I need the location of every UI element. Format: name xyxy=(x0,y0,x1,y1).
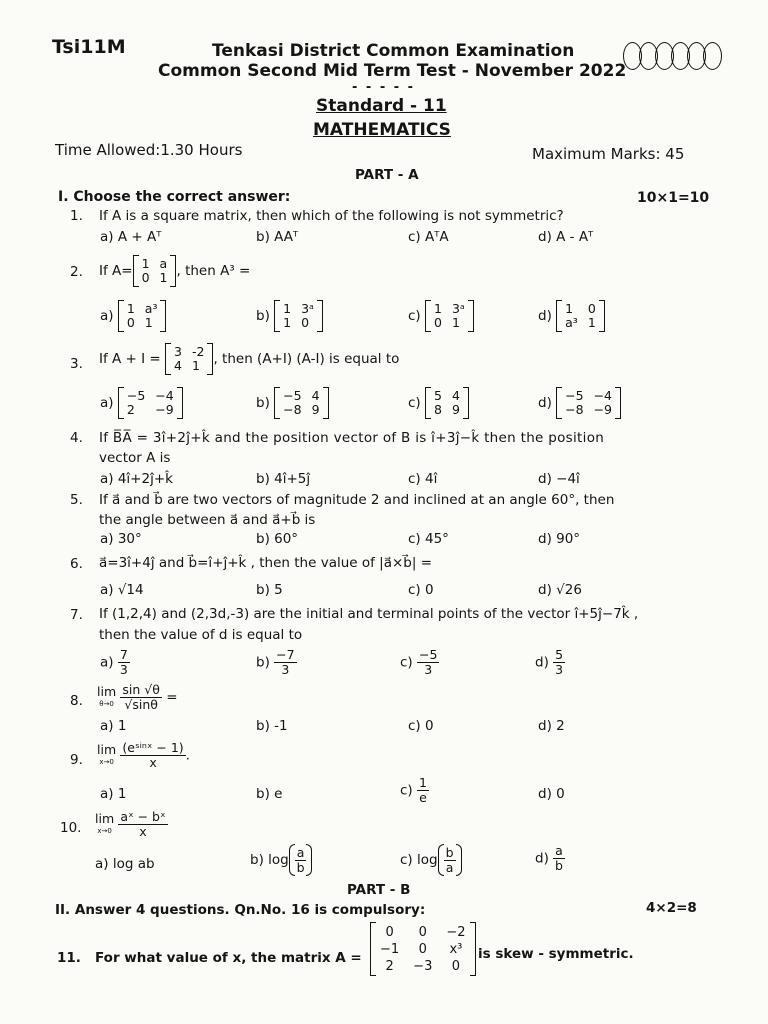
question-limit: lim x→0 $\frac{\text{(eˢⁱⁿˣ − 1)}}{x}$ . xyxy=(97,740,190,770)
option-c: c) log $\frac{b}{a}$ xyxy=(400,844,462,876)
option-d: d) −4î xyxy=(538,471,580,487)
question-number: 9. xyxy=(70,752,83,768)
exam-title: Tenkasi District Common Examination xyxy=(212,41,575,61)
question-text: If A + I = 3 -2 4 1 , then (A+I) (A-I) is equal to xyxy=(99,344,400,373)
option-c: c) 4î xyxy=(408,471,438,487)
register-number-boxes xyxy=(626,42,722,70)
question-number: 1. xyxy=(70,208,83,224)
section-2-title: II. Answer 4 questions. Qn.No. 16 is compulsory: xyxy=(55,902,426,918)
option-c: c) 0 xyxy=(408,718,434,734)
option-a: a) 4î+2ĵ+k̂ xyxy=(100,471,173,487)
subject-label: MATHEMATICS xyxy=(313,120,451,140)
option-d: d) 0 xyxy=(538,786,565,802)
part-b-heading: PART - B xyxy=(347,882,411,898)
question-number: 5. xyxy=(70,492,83,508)
question-prefix: If A= xyxy=(99,263,133,279)
option-c: c) 45° xyxy=(408,531,449,547)
option-c: c) $\frac{1}{e}$ xyxy=(400,775,427,805)
question-text: a⃗=3î+4ĵ and b⃗=î+ĵ+k̂ , then the value of |a⃗×b⃗| = xyxy=(99,555,433,571)
option-a: a) 1 a³ 0 1 xyxy=(100,300,166,332)
question-text-cont: the angle between a⃗ and a⃗+b⃗ is xyxy=(99,512,316,528)
option-b: b) log $\frac{a}{b}$ xyxy=(250,844,312,876)
option-a: a) 1 xyxy=(100,786,127,802)
question-text: For what value of x, the matrix A = xyxy=(95,950,362,966)
paper-code: Tsi11M xyxy=(52,36,126,58)
option-a: a) 1 xyxy=(100,718,127,734)
matrix: 1 a 0 1 xyxy=(133,255,177,287)
option-b: b) 60° xyxy=(256,531,299,547)
time-allowed: Time Allowed:1.30 Hours xyxy=(55,141,243,159)
separator-dashes: - - - - - xyxy=(352,80,416,95)
question-text: If B̅A̅ = 3î+2ĵ+k̂ and the position vector of B is î+3ĵ−k̂ then the position xyxy=(99,430,605,446)
question-number: 11. xyxy=(57,950,81,966)
option-d: d) 90° xyxy=(538,531,581,547)
option-a: a) √14 xyxy=(100,582,144,598)
option-b: b) e xyxy=(256,786,283,802)
option-c: c) AᵀA xyxy=(408,229,449,245)
matrix: 3 -2 4 1 xyxy=(165,343,213,375)
option-d: d) √26 xyxy=(538,582,582,598)
option-b: b) 4î+5ĵ xyxy=(256,471,311,487)
option-a: a) $\frac{7}{3}$ xyxy=(100,647,128,677)
question-number: 4. xyxy=(70,430,83,446)
option-b: b) 5 xyxy=(256,582,283,598)
option-c: c) $\frac{-5}{3}$ xyxy=(400,647,438,677)
section-2-marks: 4×2=8 xyxy=(646,900,697,916)
standard-label: Standard - 11 xyxy=(316,96,447,116)
question-limit: lim θ→0 $\frac{\sin √\theta}{√\sin\theta}$ = xyxy=(97,682,178,712)
question-number: 3. xyxy=(70,356,83,372)
question-text: If (1,2,4) and (2,3d,-3) are the initial and terminal points of the vector î+5ĵ−7k̂ , xyxy=(99,606,639,622)
maximum-marks: Maximum Marks: 45 xyxy=(532,145,685,163)
section-1-marks: 10×1=10 xyxy=(637,190,710,206)
option-a: a) A + Aᵀ xyxy=(100,229,162,245)
exam-subtitle: Common Second Mid Term Test - November 2022 xyxy=(158,61,627,81)
question-text: If a⃗ and b⃗ are two vectors of magnitude 2 and inclined at an angle 60°, then xyxy=(99,492,615,508)
option-d: d) A - Aᵀ xyxy=(538,229,594,245)
question-number: 8. xyxy=(70,693,83,709)
option-d: d) −5 −4 −8 −9 xyxy=(538,387,621,419)
question-number: 6. xyxy=(70,556,83,572)
question-text xyxy=(99,255,250,287)
question-number: 2. xyxy=(70,264,83,280)
roll-box xyxy=(703,42,722,70)
option-d: d) $\frac{a}{b}$ xyxy=(535,843,563,873)
question-number: 10. xyxy=(60,820,82,836)
option-c: c) 5 4 8 9 xyxy=(408,387,469,419)
question-number: 7. xyxy=(70,607,83,623)
question-text: If A is a square matrix, then which of the following is not symmetric? xyxy=(99,208,564,224)
option-d: d) 1 0 a³ 1 xyxy=(538,300,605,332)
option-b: b) -1 xyxy=(256,718,288,734)
option-c: c) 0 xyxy=(408,582,434,598)
question-text-cont: vector A is xyxy=(99,450,171,466)
option-c: c) 1 3ᵃ 0 1 xyxy=(408,300,474,332)
question-suffix: , then A³ = xyxy=(176,263,251,279)
option-b: b) $\frac{-7}{3}$ xyxy=(256,647,295,677)
option-d: d) 2 xyxy=(538,718,565,734)
part-a-heading: PART - A xyxy=(355,167,419,183)
option-a: a) −5 −4 2 −9 xyxy=(100,387,183,419)
option-d: d) $\frac{5}{3}$ xyxy=(535,647,564,677)
option-a: a) 30° xyxy=(100,531,142,547)
question-limit: lim x→0 $\frac{\text{aˣ − bˣ}}{x}$ xyxy=(95,809,166,839)
option-b: b) −5 4 −8 9 xyxy=(256,387,329,419)
matrix: 0 0 −2 −1 0 x³ 2 −3 0 xyxy=(370,922,476,976)
option-a: a) log ab xyxy=(95,856,155,872)
question-text-cont: then the value of d is equal to xyxy=(99,627,303,643)
option-b: b) AAᵀ xyxy=(256,229,299,245)
question-text-suffix: is skew - symmetric. xyxy=(478,946,634,962)
section-1-title: I. Choose the correct answer: xyxy=(58,189,291,205)
option-b: b) 1 3ᵃ 1 0 xyxy=(256,300,323,332)
